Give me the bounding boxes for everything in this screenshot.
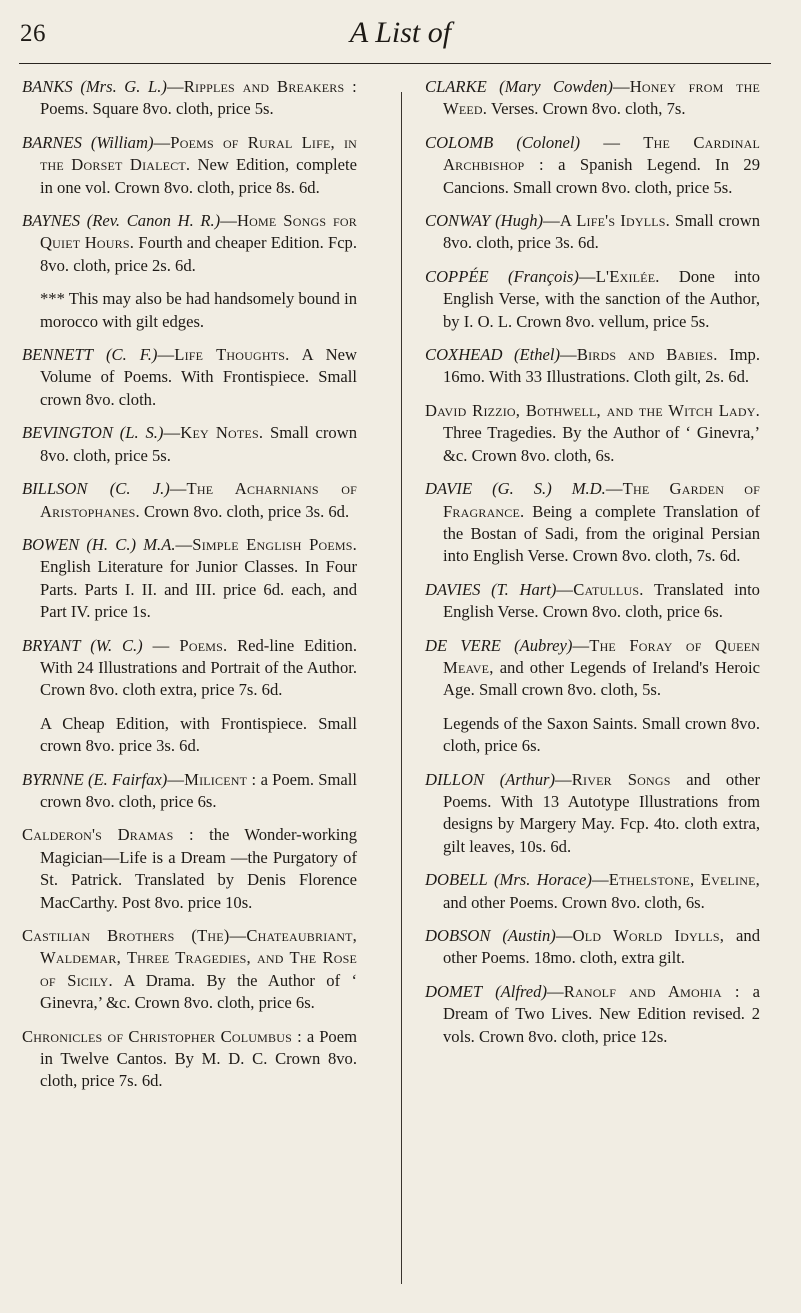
- work-title: —Life Thoughts.: [157, 345, 290, 365]
- work-details: Being a complete Translation of the Bostan of Sadi, from the original Persian into English Verse. Crown 8vo. cloth, 7s. 6d.: [443, 501, 760, 566]
- author-name: BEVINGTON: [22, 423, 113, 443]
- author-qualifier: (G. S.) M.D.: [492, 479, 606, 499]
- work-title: —Honey from the Weed.: [443, 77, 760, 119]
- work-details: Crown 8vo. cloth, price 3s. 6d.: [139, 501, 350, 521]
- author-name: BARNES: [22, 132, 82, 152]
- catalogue-entry: [22, 925, 357, 1015]
- author-qualifier: (Hugh): [495, 211, 544, 231]
- work-details: Verses. Crown 8vo. cloth, 7s.: [487, 99, 686, 119]
- work-title: —Catullus.: [556, 579, 644, 599]
- running-head: A List of: [349, 16, 452, 49]
- author-qualifier: (T. Hart): [491, 579, 557, 599]
- catalogue-entry: [425, 478, 760, 568]
- entry-note: Legends of the Saxon Saints. Small crown 8vo. cloth, price 6s.: [443, 713, 760, 756]
- work-title: —A Life's Idylls.: [543, 211, 671, 231]
- work-details: Red-line Edition. With 24 Illustrations and Portrait of the Author. Crown 8vo. cloth extra, price 7s. 6d.: [40, 635, 357, 700]
- work-title: Calderon's Dramas :: [22, 825, 194, 845]
- author-name: BANKS: [22, 77, 73, 96]
- work-title: —Ripples and Breakers :: [166, 77, 357, 96]
- catalogue-entry: [425, 981, 760, 1048]
- work-title: Chronicles of Christopher Columbus :: [22, 1026, 302, 1046]
- author-name: COXHEAD: [425, 345, 503, 365]
- author-name: COLOMB: [425, 132, 494, 152]
- work-details: a Poem in Twelve Cantos. By M. D. C. Crown 8vo. cloth, price 7s. 6d.: [40, 1026, 357, 1091]
- work-title: —Milicent :: [167, 769, 257, 789]
- catalogue-entry: [425, 132, 760, 199]
- catalogue-entry: [22, 824, 357, 914]
- author-qualifier: (Mrs. G. L.): [80, 77, 167, 96]
- catalogue-entry: [425, 400, 760, 467]
- author-qualifier: (H. C.) M.A.: [86, 534, 176, 554]
- author-name: BAYNES: [22, 211, 81, 231]
- catalogue-entry: [22, 769, 357, 814]
- catalogue-entry: [425, 769, 760, 859]
- author-qualifier: (C. F.): [106, 345, 158, 365]
- work-details: Fourth and cheaper Edition. Fcp. 8vo. cloth, price 2s. 6d.: [40, 233, 357, 275]
- author-name: BOWEN: [22, 534, 80, 554]
- catalogue-entry: [425, 344, 760, 389]
- catalogue-entry: [22, 344, 357, 411]
- author-qualifier: (Mrs. Horace): [493, 870, 592, 890]
- work-title: —The Foray of Queen Meave,: [443, 635, 760, 677]
- work-title: —Key Notes.: [163, 423, 264, 443]
- entry-note: *** This may also be had handsomely bound in morocco with gilt edges.: [40, 289, 357, 331]
- entry-note: A Cheap Edition, with Frontispiece. Small crown 8vo. price 3s. 6d.: [40, 713, 357, 756]
- work-title: —Old World Idylls,: [555, 926, 725, 945]
- work-title: —Birds and Babies.: [560, 345, 718, 365]
- work-details: Small crown 8vo. cloth, price 3s. 6d.: [443, 211, 760, 253]
- catalogue-entry: [22, 635, 357, 702]
- work-details: New Edition, complete in one vol. Crown 8vo. cloth, price 8s. 6d.: [40, 155, 357, 197]
- work-details: the Wonder-working Magician—Life is a Dream —the Purgatory of St. Patrick. Translated by Denis Florence MacCarthy. Post 8vo. price 10s.: [40, 825, 358, 912]
- catalogue-entry: [425, 869, 760, 914]
- author-name: BYRNNE: [22, 769, 84, 789]
- left-column: [22, 76, 357, 1104]
- author-name: COPPÉE: [425, 266, 489, 286]
- author-name: DAVIE: [425, 479, 473, 499]
- author-name: DOBELL: [425, 870, 488, 890]
- catalogue-entry: [425, 266, 760, 333]
- author-name: DILLON: [425, 769, 485, 789]
- author-name: DOBSON: [425, 926, 491, 945]
- catalogue-entry: [22, 534, 357, 624]
- author-qualifier: (Ethel): [513, 345, 561, 365]
- work-details: Three Tragedies. By the Author of ‘ Ginevra,’ &c. Crown 8vo. cloth, 6s.: [443, 423, 760, 465]
- author-name: BRYANT: [22, 635, 81, 655]
- author-qualifier: (Colonel): [516, 132, 581, 152]
- work-title: —Home Songs for Quiet Hours.: [40, 211, 357, 253]
- work-title: —The Garden of Fragrance.: [443, 479, 761, 521]
- author-name: CONWAY: [425, 211, 491, 231]
- page-number: 26: [20, 20, 46, 47]
- right-column: [425, 76, 760, 1059]
- work-details: and other Legends of Ireland's Heroic Age. Small crown 8vo. cloth, 5s.: [443, 657, 760, 700]
- author-qualifier: (Arthur): [499, 769, 555, 789]
- work-details: Translated into English Verse. Crown 8vo. cloth, price 6s.: [443, 579, 760, 622]
- header-rule: [19, 63, 771, 64]
- author-name: CLARKE: [425, 77, 487, 96]
- work-details: and other Poems. 18mo. cloth, extra gilt.: [443, 926, 760, 968]
- author-qualifier: (C. J.): [109, 479, 170, 499]
- work-title: —River Songs: [555, 769, 671, 789]
- work-title: —Ranolf and Amohia :: [547, 981, 740, 1001]
- work-details: A New Volume of Poems. With Frontispiece. Small crown 8vo. cloth.: [40, 345, 358, 409]
- catalogue-entry: [425, 210, 760, 255]
- work-details: Done into English Verse, with the sanction of the Author, by I. O. L. Crown 8vo. vellum, price 5s.: [443, 266, 760, 331]
- catalogue-entry: [425, 579, 760, 624]
- work-details: English Literature for Junior Classes. In Four Parts. Parts I. II. and III. price 6d. each, and Part IV. price 1s.: [40, 557, 357, 622]
- author-name: DAVIES: [425, 579, 481, 599]
- catalogue-entry: [22, 210, 357, 277]
- catalogue-entry: [22, 422, 357, 467]
- work-title: —Poems of Rural Life, in the Dorset Dialect.: [40, 132, 358, 175]
- work-details: and other Poems. Crown 8vo. cloth, 6s.: [443, 892, 705, 912]
- catalogue-entry: [425, 635, 760, 702]
- author-qualifier: (William): [90, 132, 154, 152]
- work-title: David Rizzio, Bothwell, and the Witch Lady.: [425, 400, 760, 420]
- author-qualifier: (Mary Cowden): [499, 77, 613, 96]
- column-divider: [401, 92, 402, 1284]
- work-details: Poems. Square 8vo. cloth, price 5s.: [40, 99, 274, 119]
- catalogue-entry: [22, 132, 357, 199]
- catalogue-entry: [22, 1026, 357, 1093]
- work-details: A Drama. By the Author of ‘ Ginevra,’ &c. Crown 8vo. cloth, price 6s.: [40, 970, 357, 1013]
- work-title: — The Cardinal Archbishop :: [443, 132, 760, 175]
- work-details: a Spanish Legend. In 29 Cancions. Small crown 8vo. cloth, price 5s.: [443, 155, 760, 197]
- work-title: — Poems.: [142, 635, 228, 655]
- author-qualifier: (L. S.): [119, 423, 164, 443]
- author-name: DOMET: [425, 981, 483, 1001]
- author-qualifier: (W. C.): [90, 635, 143, 655]
- author-name: DE VERE: [425, 635, 501, 655]
- author-qualifier: (Rev. Canon H. R.): [86, 211, 221, 231]
- work-details: a Dream of Two Lives. New Edition revised. 2 vols. Crown 8vo. cloth, price 12s.: [443, 981, 761, 1046]
- author-qualifier: (Austin): [502, 926, 556, 945]
- author-qualifier: (E. Fairfax): [88, 769, 168, 789]
- author-qualifier: (Aubrey): [514, 635, 573, 655]
- catalogue-entry: [22, 478, 357, 523]
- author-name: BENNETT: [22, 345, 94, 365]
- work-title: —Simple English Poems.: [175, 534, 358, 554]
- author-qualifier: (Alfred): [495, 981, 547, 1001]
- work-title: —The Acharnians of Aristophanes.: [40, 479, 357, 521]
- work-details: Imp. 16mo. With 33 Illustrations. Cloth gilt, 2s. 6d.: [443, 345, 760, 387]
- work-title: —L'Exilée.: [578, 266, 660, 286]
- work-details: a Poem. Small crown 8vo. cloth, price 6s.: [40, 769, 358, 811]
- author-name: BILLSON: [22, 479, 88, 499]
- catalogue-entry: [425, 925, 760, 970]
- author-qualifier: (François): [507, 266, 579, 286]
- work-title: —Ethelstone, Eveline,: [591, 870, 760, 890]
- catalogue-entry: [22, 76, 357, 121]
- work-details: Small crown 8vo. cloth, price 5s.: [40, 423, 357, 465]
- catalogue-entry: [425, 76, 760, 121]
- work-title: Castilian Brothers (The)—Chateaubriant, Waldemar, Three Tragedies, and The Rose of Sicily.: [22, 926, 357, 990]
- work-details: and other Poems. With 13 Autotype Illustrations from designs by Margery May. Fcp. 4to. cloth extra, gilt leaves, 10s. 6d.: [443, 769, 760, 856]
